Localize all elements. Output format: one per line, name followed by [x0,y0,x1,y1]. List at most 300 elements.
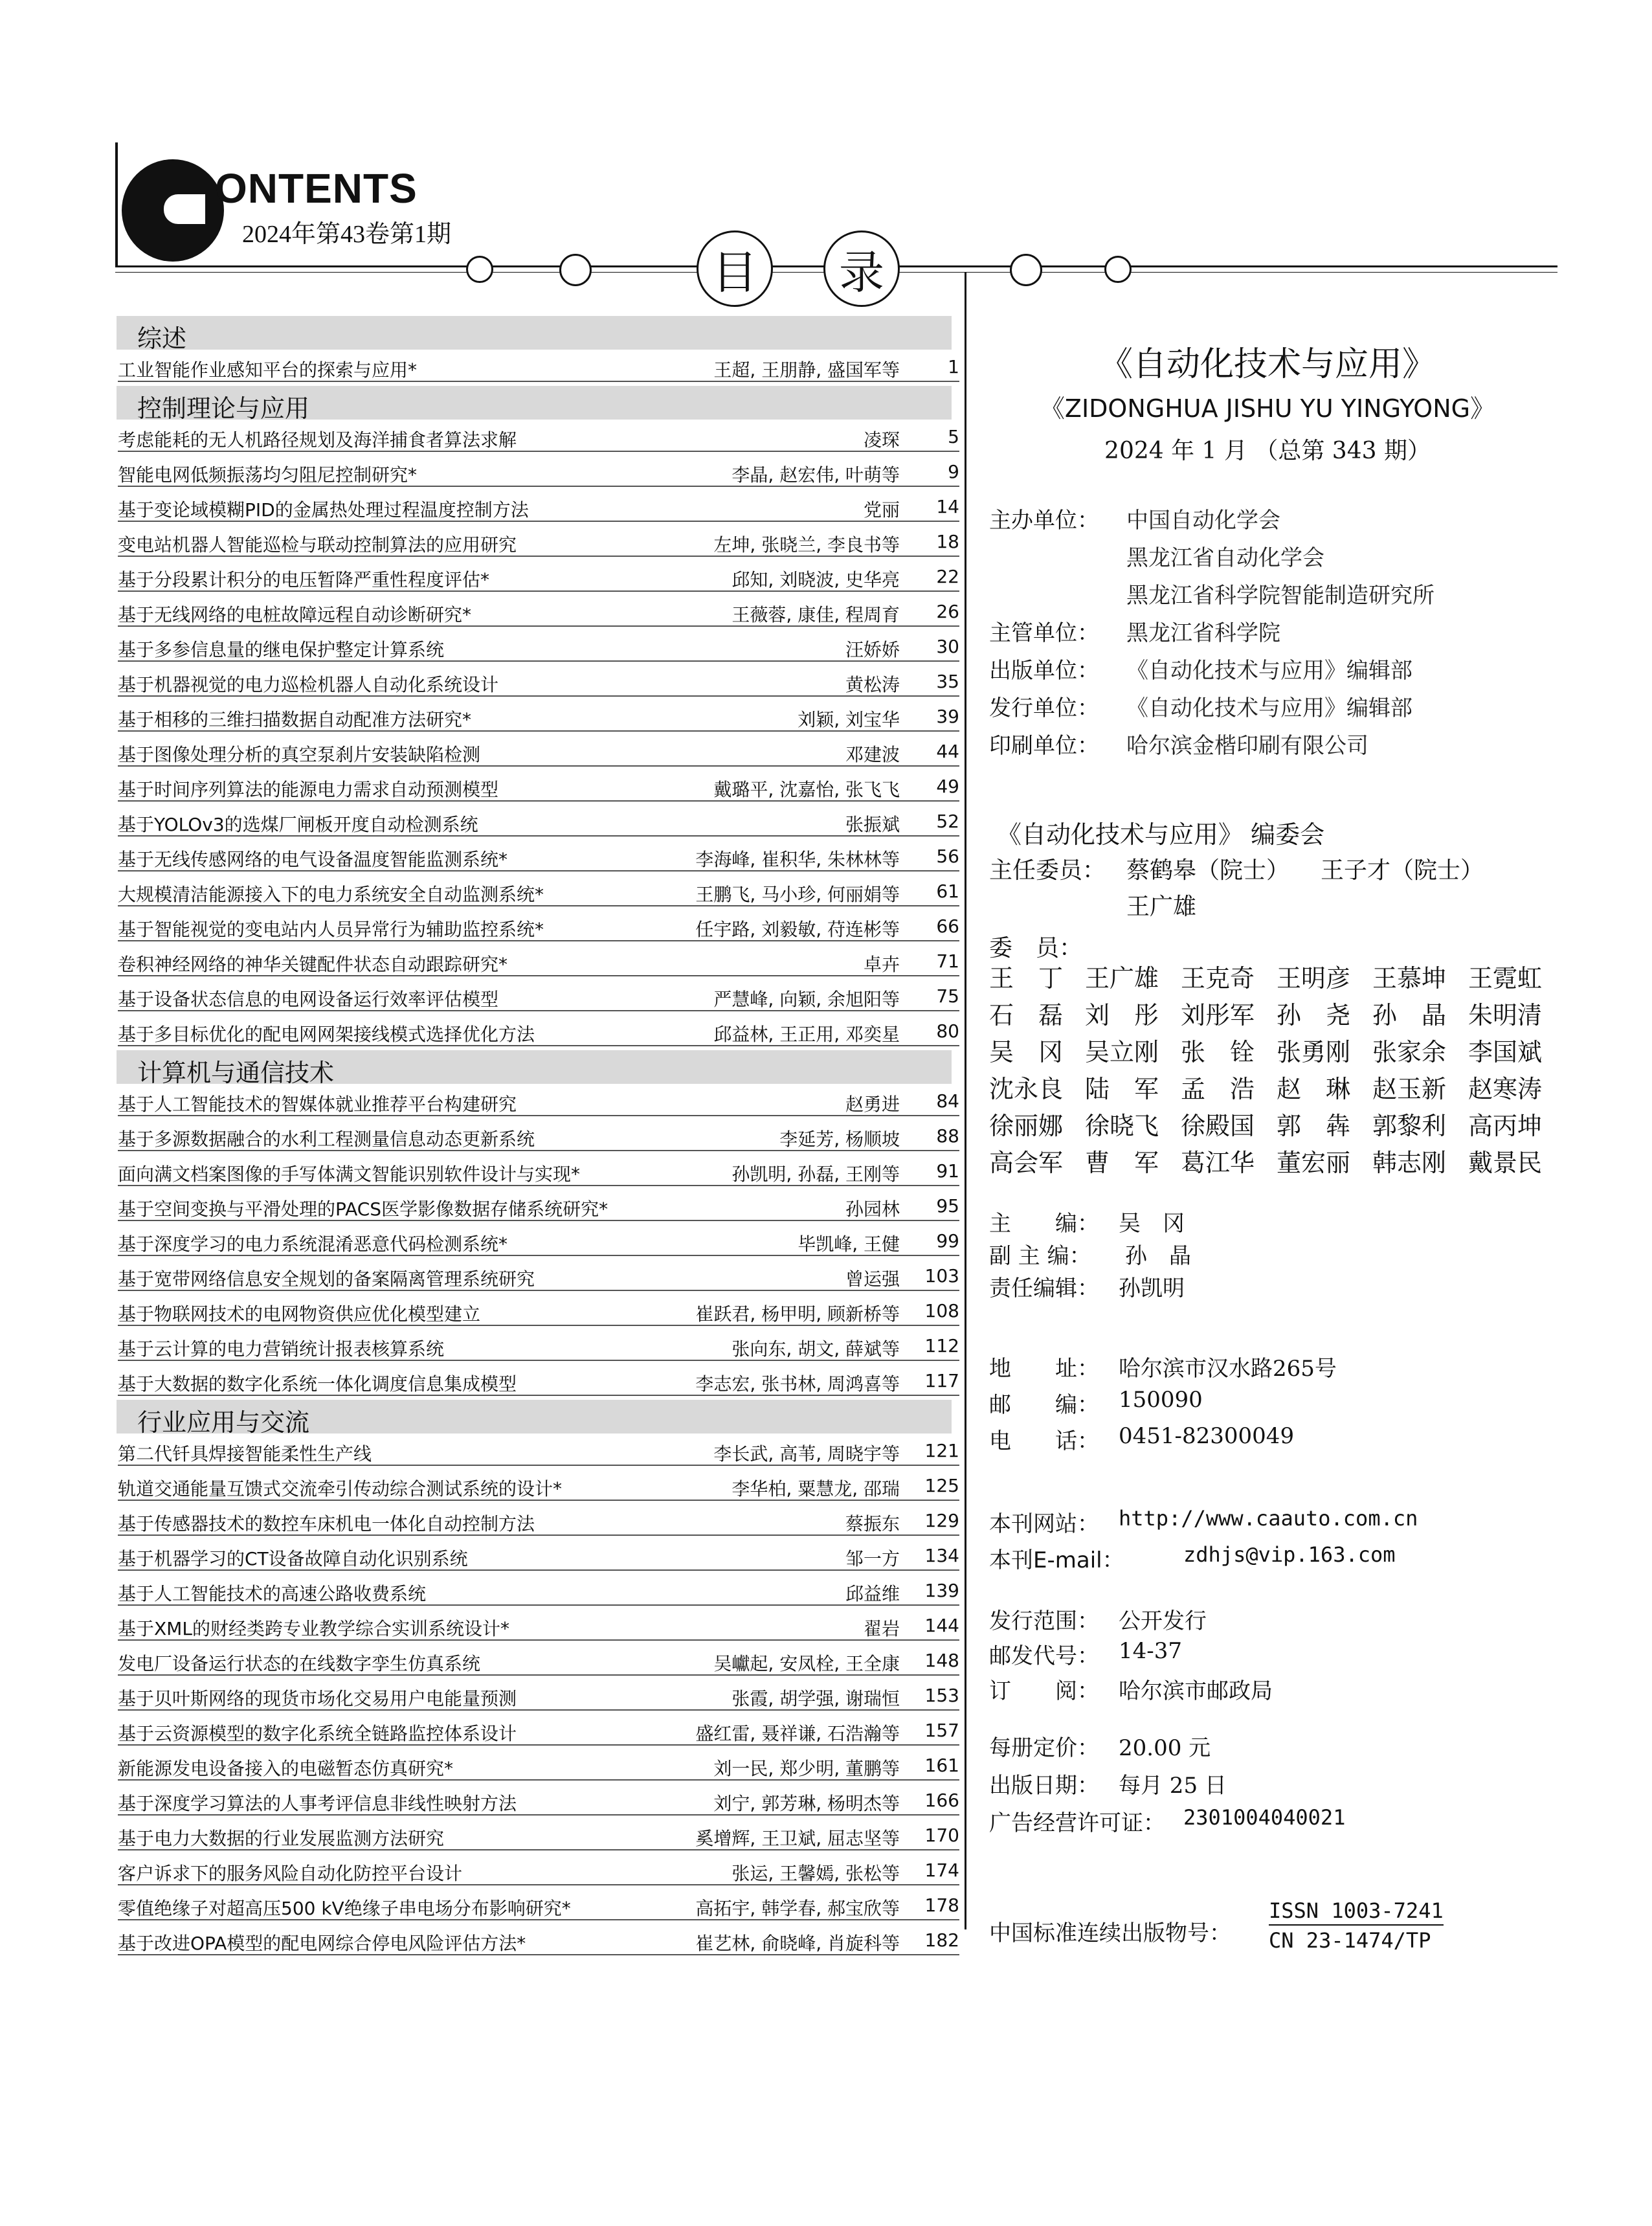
toc-entry-page: 71 [936,950,959,972]
toc-entry-title: 基于宽带网络信息安全规划的备案隔离管理系统研究 [118,1268,535,1290]
toc-entry [118,1120,959,1151]
contact-value: 150090 [1119,1387,1203,1413]
toc-section-header [117,386,952,423]
toc-entry-page: 182 [924,1929,959,1951]
web-value: http://www.caauto.com.cn [1119,1506,1418,1531]
toc-entry [118,1330,959,1361]
pricing-value: 20.00 元 [1119,1735,1211,1761]
toc-entry-authors: 邓建波 [845,744,900,765]
toc-entry-page: 5 [948,426,959,447]
toc-entry-authors: 李华柏, 粟慧龙, 邵瑞 [731,1478,900,1500]
toc-entry [118,1645,959,1676]
contact-value: 哈尔滨市汉水路265号 [1119,1356,1337,1382]
toc-entry-underline [118,1919,959,1920]
toc-entry [118,1819,959,1850]
publisher-value: 哈尔滨金楷印刷有限公司 [1126,733,1368,759]
contact-value: 0451-82300049 [1119,1423,1295,1449]
toc-entry-page: 14 [936,496,959,517]
journal-issue: 2024 年 1 月 （总第 343 期） [1104,438,1431,464]
toc-entry-underline [118,975,959,976]
toc-entry [118,631,959,662]
editor-value: 孙 晶 [1125,1243,1191,1269]
toc-entry-authors: 刘宁, 郭芳琳, 杨明杰等 [713,1793,900,1814]
toc-entry-page: 157 [924,1720,959,1741]
toc-entry [118,491,959,522]
board-member: 董宏丽 [1277,1149,1351,1177]
board-chair-2: 王子才（院士） [1321,857,1484,884]
toc-entry-page: 144 [924,1615,959,1636]
toc-entry-underline [118,1884,959,1885]
toc-entry-title: 基于无线网络的电桩故障远程自动诊断研究* [118,604,472,625]
publisher-label: 印刷单位： [989,733,1099,759]
toc-entry [118,561,959,592]
contact-label: 邮 编： [989,1392,1099,1418]
toc-entry [118,1784,959,1816]
toc-entry-authors: 邱益维 [845,1583,900,1604]
toc-entry-title: 大规模清洁能源接入下的电力系统安全自动监测系统* [118,884,544,905]
toc-entry-authors: 张霞, 胡学强, 谢瑞恒 [731,1688,900,1709]
distribution-value: 14-37 [1119,1638,1183,1664]
toc-entry-title: 发电厂设备运行状态的在线数字孪生仿真系统 [118,1653,481,1674]
toc-entry-authors: 刘颖, 刘宝华 [798,709,900,730]
board-member: 赵 琳 [1277,1075,1351,1103]
toc-entry [118,1015,959,1046]
editor-label: 责任编辑： [989,1276,1099,1301]
board-member: 吴 冈 [989,1038,1064,1066]
toc-entry-underline [118,905,959,906]
publisher-value: 中国自动化学会 [1126,508,1280,534]
publisher-value: 黑龙江省科学院智能制造研究所 [1126,583,1434,609]
toc-entry [118,701,959,732]
toc-entry-page: 121 [924,1440,959,1461]
toc-entry-page: 84 [936,1090,959,1112]
toc-entry [118,840,959,871]
mu-ring [697,230,773,307]
toc-entry-underline [118,1290,959,1291]
toc-entry-page: 153 [924,1685,959,1706]
toc-entry-page: 178 [924,1894,959,1916]
board-member: 刘 彤 [1085,1001,1159,1029]
toc-entry [118,596,959,627]
toc-entry-page: 52 [936,811,959,832]
toc-entry-title: 智能电网低频振荡均匀阻尼控制研究* [118,464,418,486]
board-chair-label: 主任委员： [989,857,1106,884]
column-divider [965,272,966,1929]
toc-entry [118,1749,959,1781]
toc-entry-authors: 汪娇娇 [845,639,900,660]
toc-section-header [117,316,952,353]
toc-entry-underline [118,1465,959,1466]
toc-entry-underline [118,1500,959,1501]
toc-entry-title: 新能源发电设备接入的电磁暂态仿真研究* [118,1758,454,1779]
toc-entry-title: 基于多参信息量的继电保护整定计算系统 [118,639,445,660]
board-member: 陆 军 [1085,1075,1159,1103]
board-member: 朱明清 [1468,1001,1543,1029]
toc-entry-authors: 毕凯峰, 王健 [798,1233,900,1255]
mu-glyph: 目 [712,245,757,299]
toc-entry [118,1680,959,1711]
toc-entry-page: 174 [924,1860,959,1881]
toc-entry-underline [118,1220,959,1221]
toc-entry-authors: 凌琛 [863,429,900,451]
toc-entry-authors: 党丽 [863,499,900,521]
board-member: 孙 晶 [1372,1001,1447,1029]
board-member: 张勇刚 [1277,1038,1351,1066]
toc-entry-title: 基于相移的三维扫描数据自动配准方法研究* [118,709,472,730]
toc-entry-authors: 张向东, 胡文, 薛斌等 [731,1338,900,1360]
toc-entry-underline [118,1779,959,1781]
toc-entry [118,1575,959,1606]
toc-entry-title: 第二代钎具焊接智能柔性生产线 [118,1443,372,1465]
toc-entry [118,1260,959,1291]
toc-entry [118,421,959,452]
toc-entry [118,526,959,557]
toc-entry [118,1714,959,1746]
toc-entry-underline [118,1045,959,1046]
toc-entry-underline [118,1569,959,1571]
toc-entry-authors: 左坤, 张晓兰, 李良书等 [713,534,900,556]
editor-label: 副 主 编： [989,1243,1091,1269]
pricing-label: 每册定价： [989,1735,1099,1761]
toc-entry [118,875,959,906]
toc-entry [118,945,959,976]
board-member: 王明彦 [1277,964,1351,993]
toc-entry [118,1155,959,1186]
board-member: 王慕坤 [1372,964,1447,993]
toc-entry-page: 103 [924,1265,959,1287]
toc-entry [118,1190,959,1221]
toc-entry-underline [118,486,959,487]
board-member: 沈永良 [989,1075,1064,1103]
toc-entry-title: 基于设备状态信息的电网设备运行效率评估模型 [118,989,499,1010]
board-chair-3: 王广雄 [1126,894,1197,920]
toc-entry-page: 35 [936,671,959,692]
board-member: 王霓虹 [1468,964,1543,993]
toc-entry-title: 基于空间变换与平滑处理的PACS医学影像数据存储系统研究* [118,1198,608,1220]
toc-entry-page: 61 [936,881,959,902]
board-member: 郭 犇 [1277,1112,1351,1140]
journal-name: 《自动化技术与应用》 [1099,345,1436,384]
toc-entry-authors: 王薇蓉, 康佳, 程周育 [731,604,900,625]
toc-entry-page: 161 [924,1755,959,1776]
board-member: 高丙坤 [1468,1112,1543,1140]
toc-entry-underline [118,1709,959,1711]
contact-label: 地 址： [989,1356,1099,1382]
toc-entry-title: 基于大数据的数字化系统一体化调度信息集成模型 [118,1373,517,1395]
board-chair-1: 蔡鹤皋（院士） [1126,857,1290,884]
toc-entry-title: 工业智能作业感知平台的探索与应用* [118,359,418,381]
publisher-value: 黑龙江省科学院 [1126,620,1280,646]
toc-entry-title: 客户诉求下的服务风险自动化防控平台设计 [118,1863,463,1884]
toc-entry-authors: 严慧峰, 向颖, 余旭阳等 [713,989,900,1010]
toc-entry-underline [118,800,959,802]
toc-entry-page: 18 [936,531,959,552]
pricing-value: 2301004040021 [1183,1805,1346,1830]
toc-entry [118,736,959,767]
toc-entry-page: 66 [936,916,959,937]
board-member: 高会军 [989,1149,1064,1177]
rule-ring-medium [559,254,592,286]
toc-entry-underline [118,1849,959,1850]
toc-entry-title: 基于人工智能技术的智媒体就业推荐平台构建研究 [118,1094,517,1115]
toc-section-title: 计算机与通信技术 [137,1059,335,1087]
board-member: 王克奇 [1181,964,1255,993]
toc-entry-page: 117 [924,1370,959,1391]
toc-entry-page: 148 [924,1650,959,1671]
board-member: 徐殿国 [1181,1112,1255,1140]
toc-entry-underline [118,1325,959,1326]
toc-entry-title: 基于深度学习算法的人事考评信息非线性映射方法 [118,1793,517,1814]
toc-entry-underline [118,695,959,697]
toc-entry [118,351,959,382]
header-vertical-rule [115,142,118,265]
toc-entry-authors: 邹一方 [845,1548,900,1569]
toc-entry-page: 9 [948,461,959,482]
toc-entry [118,980,959,1011]
board-member: 吴立刚 [1085,1038,1159,1066]
pricing-value: 每月 25 日 [1119,1773,1227,1799]
toc-entry-page: 166 [924,1790,959,1811]
toc-entry-page: 75 [936,985,959,1007]
toc-entry-underline [118,1954,959,1955]
toc-entry-authors: 戴璐平, 沈嘉怡, 张飞飞 [713,779,900,800]
toc-entry-authors: 王鹏飞, 马小珍, 何丽娟等 [695,884,900,905]
toc-entry-authors: 李晶, 赵宏伟, 叶萌等 [731,464,900,486]
toc-entry-authors: 赵勇进 [845,1094,900,1115]
publisher-value: 《自动化技术与应用》编辑部 [1126,695,1412,721]
toc-entry [118,1854,959,1885]
toc-entry-title: 基于多目标优化的配电网网架接线模式选择优化方法 [118,1024,535,1045]
toc-entry [118,910,959,941]
toc-entry-title: 基于机器学习的CT设备故障自动化识别系统 [118,1548,468,1569]
publisher-value: 《自动化技术与应用》编辑部 [1126,658,1412,684]
toc-entry-page: 108 [924,1300,959,1321]
toc-entry-title: 基于时间序列算法的能源电力需求自动预测模型 [118,779,499,800]
toc-entry-page: 22 [936,566,959,587]
toc-entry [118,1889,959,1920]
cn-number: CN 23-1474/TP [1269,1928,1431,1953]
toc-entry-title: 基于变论域模糊PID的金属热处理过程温度控制方法 [118,499,529,521]
toc-entry-title: 基于物联网技术的电网物资供应优化模型建立 [118,1303,481,1325]
editor-value: 吴 冈 [1119,1211,1185,1237]
toc-entry-authors: 卓卉 [863,954,900,975]
issue-line: 2024年第43卷第1期 [242,221,452,248]
distribution-label: 发行范围： [989,1608,1099,1634]
board-member: 徐晓飞 [1085,1112,1159,1140]
board-member: 李国斌 [1468,1038,1543,1066]
toc-entry-underline [118,1814,959,1816]
toc-entry-title: 基于图像处理分析的真空泵刹片安装缺陷检测 [118,744,481,765]
toc-entry-authors: 崔艺林, 俞晓峰, 肖旋科等 [695,1933,900,1954]
contents-heading: ONTENTS [215,165,418,212]
board-member: 孙 尧 [1277,1001,1351,1029]
toc-entry-title: 变电站机器人智能巡检与联动控制算法的应用研究 [118,534,517,556]
board-member: 孟 浩 [1181,1075,1255,1103]
toc-entry-page: 99 [936,1230,959,1252]
toc-entry-underline [118,625,959,627]
toc-entry-authors: 刘一民, 郑少明, 董鹏等 [713,1758,900,1779]
toc-entry-authors: 盛红雷, 聂祥谦, 石浩瀚等 [695,1723,900,1744]
toc-entry-authors: 李志宏, 张书林, 周鸿喜等 [695,1373,900,1395]
toc-entry-underline [118,1115,959,1116]
contact-label: 电 话： [989,1428,1099,1454]
distribution-label: 订 阅： [989,1678,1099,1704]
toc-entry-title: 基于云计算的电力营销统计报表核算系统 [118,1338,445,1360]
rule-ring-small [1104,256,1132,283]
publisher-value: 黑龙江省自动化学会 [1126,545,1324,571]
toc-section-title: 行业应用与交流 [137,1408,310,1437]
toc-entry-title: 基于传感器技术的数控车床机电一体化自动控制方法 [118,1513,535,1535]
serial-label: 中国标准连续出版物号： [989,1920,1231,1946]
toc-entry-page: 39 [936,706,959,727]
toc-entry-authors: 任宇路, 刘毅敏, 苻连彬等 [695,919,900,940]
rule-ring-small [466,256,493,283]
toc-entry-page: 44 [936,741,959,762]
toc-entry-authors: 邱益林, 王正用, 邓奕星 [713,1024,900,1045]
toc-entry [118,1365,959,1396]
toc-entry-underline [118,765,959,767]
toc-entry-page: 139 [924,1580,959,1601]
toc-entry-underline [118,1674,959,1676]
lu-glyph: 录 [839,245,884,299]
publisher-label: 出版单位： [989,658,1099,684]
toc-entry [118,1610,959,1641]
toc-entry-underline [118,835,959,837]
board-member: 刘彤军 [1181,1001,1255,1029]
toc-entry-authors: 张振斌 [845,814,900,835]
toc-entry [118,1505,959,1536]
toc-entry-underline [118,1535,959,1536]
toc-entry-authors: 李海峰, 崔积华, 朱林林等 [695,849,900,870]
toc-entry-page: 91 [936,1160,959,1182]
toc-entry-underline [118,870,959,871]
toc-entry-authors: 李长武, 高苇, 周晓宇等 [713,1443,900,1465]
toc-entry-underline [118,1360,959,1361]
toc-entry-title: 卷积神经网络的神华关键配件状态自动跟踪研究* [118,954,508,975]
toc-entry [118,456,959,487]
toc-entry-underline [118,381,959,382]
toc-entry [118,1470,959,1501]
toc-entry-title: 基于人工智能技术的高速公路收费系统 [118,1583,427,1604]
web-label: 本刊网站： [989,1511,1099,1537]
toc-entry-underline [118,1010,959,1011]
board-member: 葛江华 [1181,1149,1255,1177]
toc-entry [118,770,959,802]
board-member: 王 丁 [989,964,1064,993]
toc-entry [118,1085,959,1116]
toc-entry-page: 1 [948,356,959,377]
editor-value: 孙凯明 [1119,1276,1185,1301]
toc-entry-underline [118,1604,959,1606]
toc-entry-page: 49 [936,776,959,797]
toc-section-header [117,1050,952,1087]
web-label: 本刊E-mail： [989,1547,1124,1573]
board-member: 韩志刚 [1372,1149,1447,1177]
toc-entry-authors: 曾运强 [845,1268,900,1290]
toc-entry-page: 56 [936,846,959,867]
board-member: 张家余 [1372,1038,1447,1066]
toc-entry-underline [118,730,959,732]
toc-entry-authors: 高拓宇, 韩学春, 郝宝欣等 [695,1898,900,1919]
toc-entry-title: 基于智能视觉的变电站内人员异常行为辅助监控系统* [118,919,544,940]
toc-entry-underline [118,1744,959,1746]
toc-entry-title: 面向满文档案图像的手写体满文智能识别软件设计与实现* [118,1164,581,1185]
board-member: 郭黎利 [1372,1112,1447,1140]
toc-entry-authors: 黄松涛 [845,674,900,695]
toc-entry-title: 基于YOLOv3的选煤厂闸板开度自动检测系统 [118,814,478,835]
toc-entry-page: 30 [936,636,959,657]
toc-entry-authors: 张运, 王馨嫣, 张松等 [731,1863,900,1884]
toc-entry-page: 170 [924,1825,959,1846]
rule-ring-medium [1010,254,1042,286]
toc-entry [118,805,959,837]
publisher-label: 主办单位： [989,508,1099,534]
toc-entry-page: 112 [924,1335,959,1356]
toc-entry-page: 95 [936,1195,959,1217]
toc-section-title: 控制理论与应用 [137,394,310,423]
toc-entry-page: 129 [924,1510,959,1531]
distribution-value: 公开发行 [1119,1608,1207,1634]
toc-section-header [117,1400,952,1437]
distribution-label: 邮发代号： [989,1643,1099,1669]
toc-entry-authors: 奚增辉, 王卫斌, 屈志坚等 [695,1828,900,1849]
toc-entry-authors: 孙园林 [845,1198,900,1220]
toc-entry-authors: 孙凯明, 孙磊, 王刚等 [731,1164,900,1185]
toc-entry-underline [118,1395,959,1396]
toc-entry-authors: 翟岩 [863,1618,900,1639]
toc-entry-underline [118,521,959,522]
toc-entry-title: 基于改进OPA模型的配电网综合停电风险评估方法* [118,1933,526,1954]
web-value: zdhjs@vip.163.com [1183,1542,1396,1567]
distribution-value: 哈尔滨市邮政局 [1119,1678,1273,1704]
issn-number: ISSN 1003-7241 [1269,1898,1444,1926]
toc-entry-underline [118,940,959,941]
toc-entry [118,1540,959,1571]
toc-entry-title: 零值绝缘子对超高压500 kV绝缘子串电场分布影响研究* [118,1898,571,1919]
board-member: 王广雄 [1085,964,1159,993]
board-members-label: 委 员： [989,935,1083,961]
pricing-label: 广告经营许可证： [989,1810,1165,1836]
toc-entry-title: 基于机器视觉的电力巡检机器人自动化系统设计 [118,674,499,695]
toc-entry-authors: 李延芳, 杨顺坡 [779,1129,900,1150]
toc-entry-underline [118,590,959,592]
toc-entry-title: 基于分段累计积分的电压暂降严重性程度评估* [118,569,490,590]
toc-entry-authors: 王超, 王朋静, 盛国军等 [713,359,900,381]
toc-entry-page: 125 [924,1475,959,1496]
toc-entry [118,666,959,697]
board-member: 赵寒涛 [1468,1075,1543,1103]
lu-ring [823,230,900,307]
toc-entry-authors: 崔跃君, 杨甲明, 顾新桥等 [695,1303,900,1325]
toc-entry-page: 26 [936,601,959,622]
toc-entry-underline [118,1255,959,1256]
toc-entry-authors: 蔡振东 [845,1513,900,1535]
toc-entry-title: 基于电力大数据的行业发展监测方法研究 [118,1828,445,1849]
board-member: 张 铨 [1181,1038,1255,1066]
toc-entry-authors: 邱知, 刘晓波, 史华亮 [731,569,900,590]
editor-label: 主 编： [989,1211,1099,1237]
toc-entry-title: 轨道交通能量互馈式交流牵引传动综合测试系统的设计* [118,1478,563,1500]
toc-entry-title: 基于XML的财经类跨专业教学综合实训系统设计* [118,1618,509,1639]
toc-entry-underline [118,556,959,557]
toc-entry-authors: 吴巘起, 安凤栓, 王全康 [713,1653,900,1674]
toc-entry [118,1295,959,1326]
toc-entry-underline [118,1639,959,1641]
toc-entry [118,1924,959,1955]
toc-entry-title: 基于贝叶斯网络的现货市场化交易用户电能量预测 [118,1688,517,1709]
board-member: 戴景民 [1468,1149,1543,1177]
toc-entry-underline [118,1150,959,1151]
